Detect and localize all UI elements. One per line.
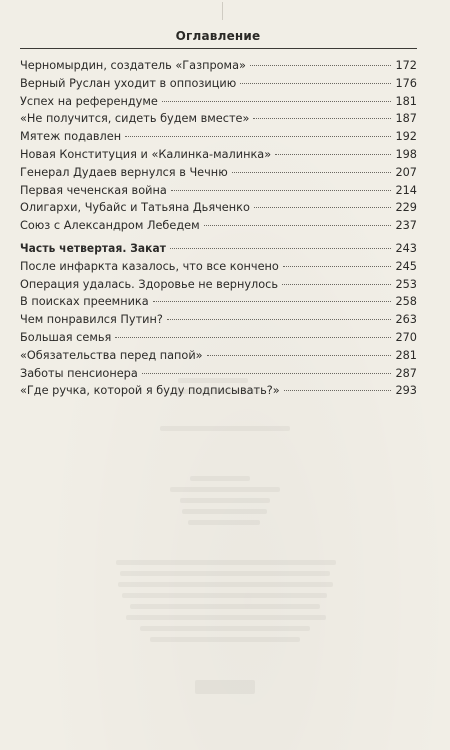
toc-page-number: 214 bbox=[395, 183, 417, 197]
toc-entry-title: Часть четвертая. Закат bbox=[20, 240, 167, 255]
header-divider bbox=[20, 48, 417, 49]
toc-entry[interactable] bbox=[20, 311, 417, 329]
toc-entry-title: «Обязательства перед папой» bbox=[20, 348, 203, 362]
dot-leader bbox=[207, 355, 392, 356]
dot-leader bbox=[282, 284, 391, 285]
dot-leader bbox=[275, 154, 391, 155]
dot-leader bbox=[162, 101, 392, 102]
toc-entry-title: Союз с Александром Лебедем bbox=[20, 219, 200, 233]
gutter-mark bbox=[222, 2, 223, 20]
toc-page-number: 198 bbox=[395, 147, 417, 161]
toc-page-number: 263 bbox=[395, 313, 417, 327]
toc-entry-title: Успех на референдуме bbox=[20, 94, 158, 108]
toc-entry-title: Верный Руслан уходит в оппозицию bbox=[20, 76, 237, 90]
toc-entry-title: Большая семья bbox=[20, 330, 112, 344]
dot-leader bbox=[250, 65, 392, 66]
toc-page-number: 172 bbox=[395, 59, 417, 72]
toc-page-number: 258 bbox=[395, 295, 417, 309]
dot-leader bbox=[153, 301, 392, 302]
toc-entry-title: Черномырдин, создатель «Газпрома» bbox=[20, 59, 246, 72]
toc-page-number: 293 bbox=[395, 384, 417, 398]
toc-entry[interactable] bbox=[20, 329, 417, 347]
toc-page-number: 243 bbox=[395, 241, 417, 255]
toc-page-number: 287 bbox=[395, 366, 417, 380]
toc-entry[interactable] bbox=[20, 164, 417, 182]
toc-page-number: 176 bbox=[395, 76, 417, 90]
toc-page-number: 229 bbox=[395, 201, 417, 215]
toc-entry-title: «Где ручка, которой я буду подписывать?» bbox=[20, 384, 280, 398]
toc-entry[interactable] bbox=[20, 217, 417, 235]
dot-leader bbox=[240, 83, 391, 84]
toc-entry-title: После инфаркта казалось, что все кончено bbox=[20, 259, 279, 273]
dot-leader bbox=[142, 373, 392, 374]
toc-page-number: 237 bbox=[395, 219, 417, 233]
dot-leader bbox=[283, 266, 392, 267]
dot-leader bbox=[253, 118, 391, 119]
toc-entry-title: «Не получится, сидеть будем вместе» bbox=[20, 112, 250, 126]
dot-leader bbox=[232, 172, 392, 173]
toc-entry[interactable] bbox=[20, 258, 417, 276]
toc-page-number: 192 bbox=[395, 130, 417, 144]
toc-entry[interactable] bbox=[20, 276, 417, 294]
toc-entry-title: Первая чеченская война bbox=[20, 183, 167, 197]
toc-entry[interactable] bbox=[20, 128, 417, 146]
dot-leader bbox=[167, 319, 392, 320]
table-of-contents bbox=[20, 57, 417, 400]
toc-entry[interactable] bbox=[20, 110, 417, 128]
toc-page-number: 207 bbox=[395, 165, 417, 179]
dot-leader bbox=[204, 225, 392, 226]
dot-leader bbox=[115, 337, 391, 338]
toc-entry[interactable] bbox=[20, 347, 417, 365]
toc-entry[interactable] bbox=[20, 146, 417, 164]
toc-entry-title: В поисках преемника bbox=[20, 295, 149, 309]
toc-entry[interactable] bbox=[20, 75, 417, 93]
toc-entry-title: Заботы пенсионера bbox=[20, 366, 138, 380]
toc-entry-title: Чем понравился Путин? bbox=[20, 313, 163, 327]
toc-entry-title: Генерал Дудаев вернулся в Чечню bbox=[20, 165, 228, 179]
toc-entry[interactable] bbox=[20, 199, 417, 217]
toc-entry[interactable] bbox=[20, 57, 417, 75]
toc-entry[interactable] bbox=[20, 93, 417, 111]
dot-leader bbox=[284, 390, 392, 391]
toc-page-number: 253 bbox=[395, 277, 417, 291]
toc-entry[interactable] bbox=[20, 182, 417, 200]
dot-leader bbox=[125, 136, 391, 137]
toc-page-number: 245 bbox=[395, 259, 417, 273]
toc-part-heading[interactable] bbox=[20, 240, 417, 258]
toc-entry-title: Мятеж подавлен bbox=[20, 130, 122, 144]
toc-entry-title: Операция удалась. Здоровье не вернулось bbox=[20, 277, 279, 291]
toc-page-number: 181 bbox=[395, 94, 417, 108]
toc-header bbox=[20, 28, 416, 44]
toc-page-number: 281 bbox=[395, 348, 417, 362]
page-title: Оглавление bbox=[175, 29, 261, 43]
toc-entry-title: Олигархи, Чубайс и Татьяна Дьяченко bbox=[20, 201, 250, 215]
toc-page-number: 270 bbox=[395, 330, 417, 344]
toc-entry[interactable] bbox=[20, 293, 417, 311]
dot-leader bbox=[170, 248, 391, 249]
toc-page-number: 187 bbox=[395, 112, 417, 126]
toc-entry[interactable] bbox=[20, 365, 417, 383]
toc-entry-title: Новая Конституция и «Калинка-малинка» bbox=[20, 147, 272, 161]
dot-leader bbox=[171, 190, 392, 191]
toc-entry[interactable] bbox=[20, 382, 417, 400]
dot-leader bbox=[254, 207, 392, 208]
